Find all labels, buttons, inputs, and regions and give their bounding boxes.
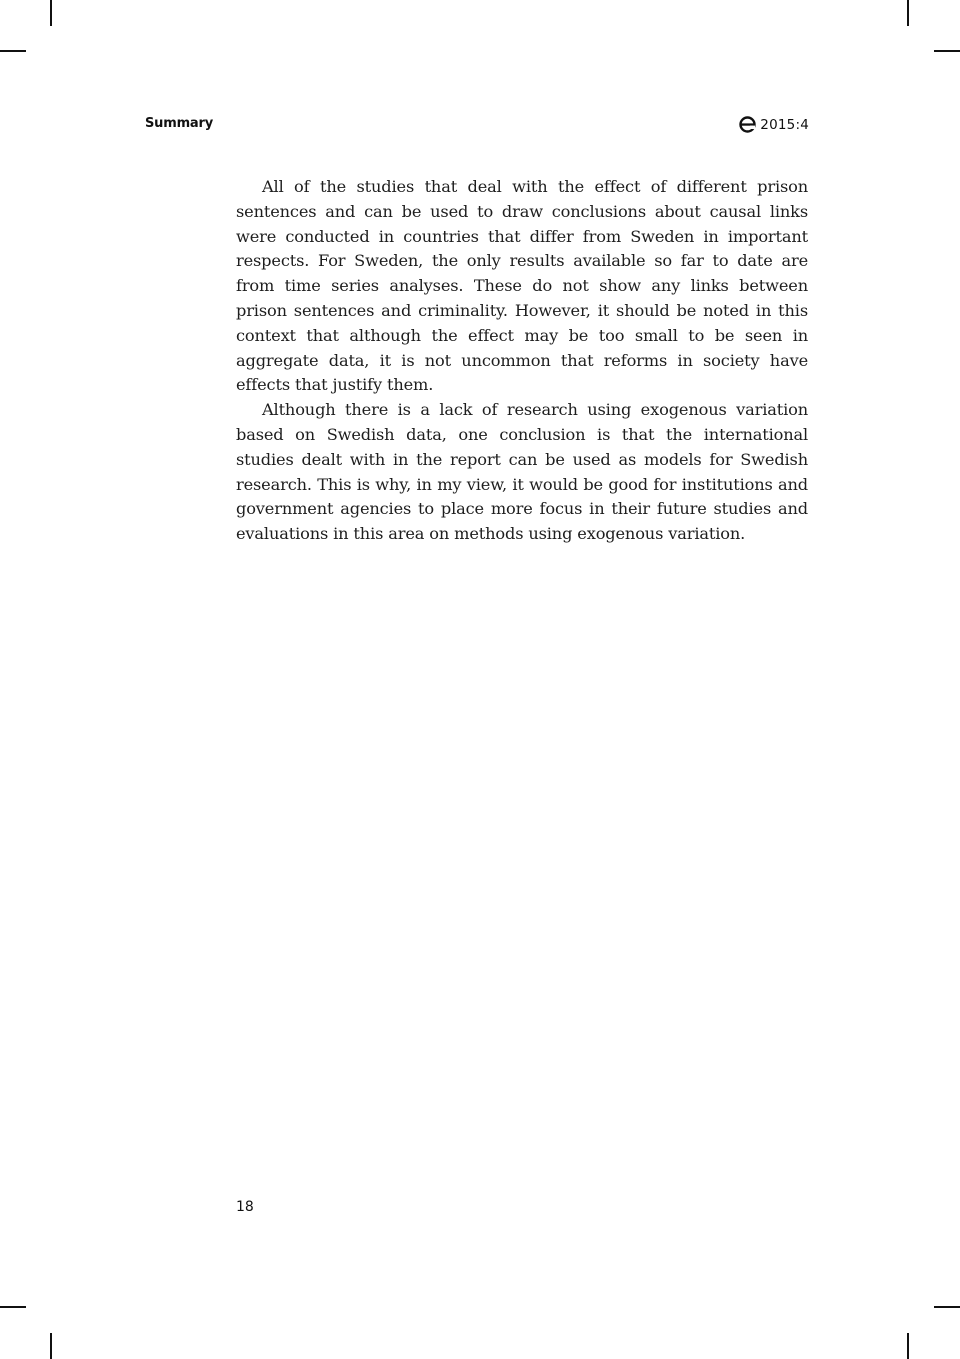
paragraph: All of the studies that deal with the effect of different prison sentences and can be used to draw conclusions about causal links were conducted in countries that differ from Sweden in important respects. For Sweden, the only results available so far to date are from time series analyses. These do not show any links between prison sentences and criminality. However, it should be noted in this context that although the effect may be too small to be seen in aggregate data, it is not uncommon that reforms in society have effects that justify them. [236, 177, 808, 395]
body-text [236, 175, 808, 547]
page-number: 18 [236, 1199, 254, 1215]
section-title: Summary [145, 116, 213, 131]
e-icon [739, 116, 756, 133]
running-head [145, 114, 809, 134]
report-number: 2015:4 [760, 116, 809, 133]
crop-mark-top-right-horizontal [934, 50, 960, 52]
paragraph: Although there is a lack of research using exogenous variation based on Swedish data, one conclusion is that the international studies dealt with in the report can be used as models for Swedish research. This is why, in my view, it would be good for institutions and government agencies to place more focus in their future studies and evaluations in this area on methods using exogenous variation. [236, 400, 808, 544]
report-id [739, 116, 809, 133]
crop-mark-bottom-left-horizontal [0, 1306, 26, 1308]
crop-mark-top-right-vertical [907, 0, 909, 26]
crop-mark-bottom-right-horizontal [934, 1306, 960, 1308]
crop-mark-top-left-horizontal [0, 50, 26, 52]
crop-mark-bottom-right-vertical [907, 1333, 909, 1359]
crop-mark-top-left-vertical [50, 0, 52, 26]
crop-mark-bottom-left-vertical [50, 1333, 52, 1359]
